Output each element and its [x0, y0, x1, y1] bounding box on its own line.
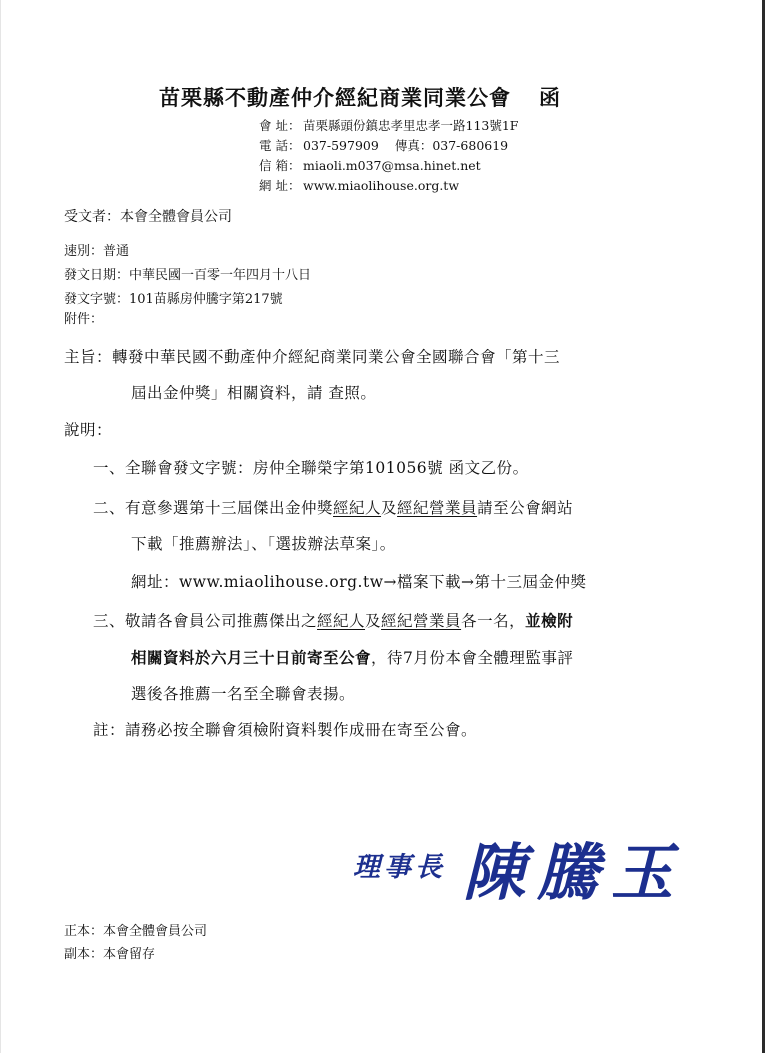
- org-name: 苗栗縣不動產仲介經紀商業同業公會: [159, 86, 511, 110]
- item-2-line-2: 下載「推薦辦法」、「選拔辦法草案」。: [131, 535, 396, 553]
- doc-type: 函: [539, 86, 561, 110]
- date-line: 發文日期：中華民國一百零一年四月十八日: [64, 268, 312, 283]
- explanation-label: 說明：: [64, 421, 113, 439]
- item-3-line-3: 選後各推薦一名至全聯會表揚。: [131, 685, 356, 703]
- copy-recipients: 副本：本會留存: [64, 947, 156, 962]
- address-line: 會 址： 苗栗縣頭份鎮忠孝里忠孝一路113號1F: [259, 118, 519, 133]
- phone-line: 電 話： 037-597909 傳真：037-680619: [259, 138, 509, 153]
- website-line: 網 址： www.miaolihouse.org.tw: [259, 178, 460, 193]
- number-line: 發文字號：101苗縣房仲騰字第217號: [64, 292, 283, 307]
- recipient: 受文者：本會全體會員公司: [64, 209, 232, 225]
- signature-name: 陳騰玉: [463, 836, 686, 909]
- speed-line: 速別：普通: [64, 244, 130, 259]
- contact-block: [259, 116, 519, 196]
- item-3-line-1: 三、敬請各會員公司推薦傑出之經紀人及經紀營業員各一名，並檢附: [93, 611, 574, 630]
- item-2-line-3: 網址：www.miaolihouse.org.tw→檔案下載→第十三屆金仲獎: [131, 573, 587, 591]
- subject-line-1: 主旨：轉發中華民國不動產仲介經紀商業同業公會全國聯合會「第十三: [64, 348, 561, 366]
- signature-title: 理事長: [353, 852, 446, 883]
- attachment-line: 附件：: [64, 312, 104, 327]
- item-2-line-1: 二、有意參選第十三屆傑出金仲獎經紀人及經紀營業員請至公會網站: [93, 499, 574, 517]
- original-recipients: 正本：本會全體會員公司: [64, 924, 208, 939]
- subject-line-2: 屆出金仲獎」相關資料，請 查照。: [131, 384, 377, 402]
- letterhead-title: [159, 82, 561, 112]
- subject-label: 主旨：: [64, 348, 113, 366]
- email-line: 信 箱： miaoli.m037@msa.hinet.net: [259, 158, 481, 173]
- item-1: 一、全聯會發文字號：房仲全聯榮字第101056號 函文乙份。: [93, 459, 529, 477]
- note-line: 註：請務必按全聯會須檢附資料製作成冊在寄至公會。: [93, 721, 478, 739]
- item-3-line-2: 相關資料於六月三十日前寄至公會，待7月份本會全體理監事評: [131, 648, 574, 667]
